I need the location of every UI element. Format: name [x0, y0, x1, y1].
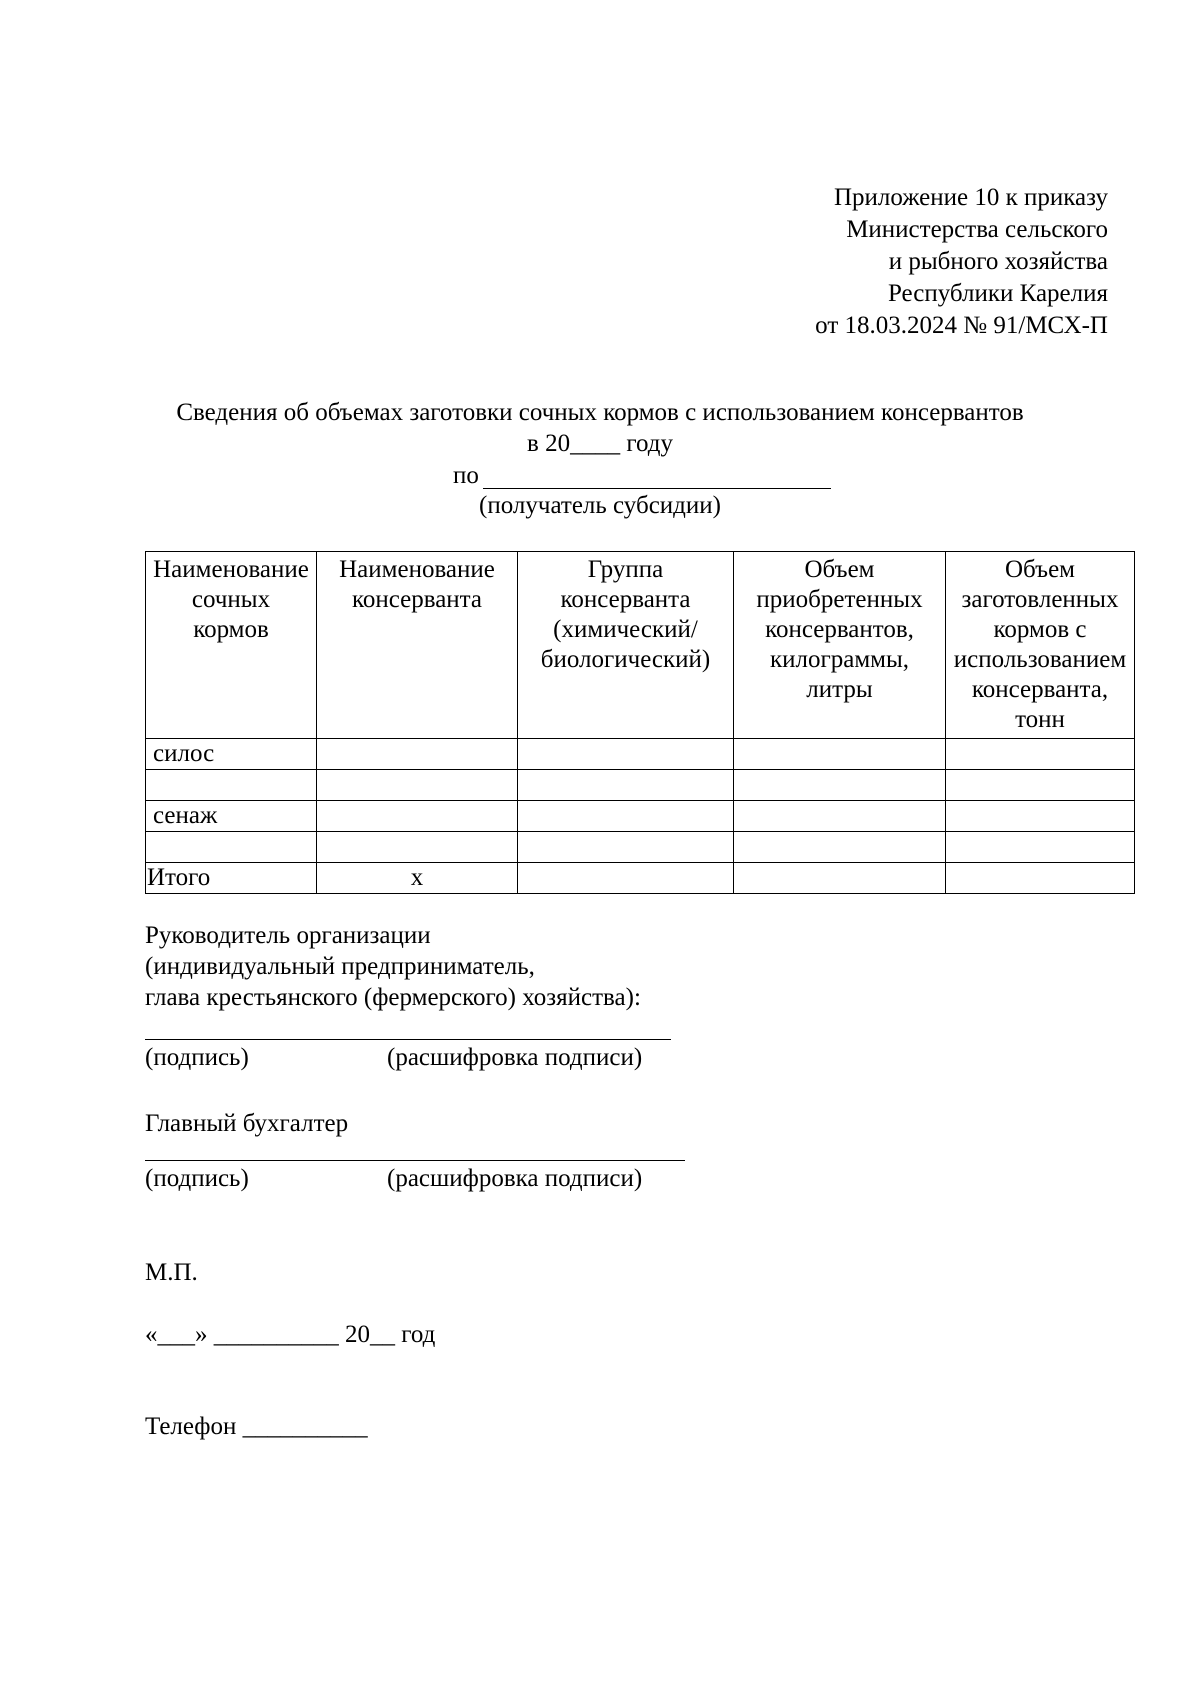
- recipient-caption: (получатель субсидии): [479, 492, 721, 519]
- table-row: [146, 739, 1135, 770]
- table-cell[interactable]: [518, 739, 734, 770]
- table-row: [146, 832, 1135, 863]
- accountant-signature-label: (подпись): [145, 1165, 249, 1192]
- head-title-line3: глава крестьянского (фермерского) хозяйства):: [145, 984, 641, 1011]
- document-title: Сведения об объемах заготовки сочных кормов с использованием консервантов: [176, 399, 1024, 426]
- column-header-harvested-volume: Объем заготовленных кормов с использованием консерванта, тонн: [946, 552, 1135, 739]
- table-cell[interactable]: [734, 739, 946, 770]
- recipient-fill-line: [483, 488, 831, 489]
- table-cell[interactable]: [946, 770, 1135, 801]
- annex-line: и рыбного хозяйства: [888, 248, 1108, 275]
- table-cell[interactable]: [317, 739, 518, 770]
- table-cell[interactable]: сенаж: [146, 801, 317, 832]
- table-cell[interactable]: [317, 770, 518, 801]
- column-header-preservative-name: Наименование консерванта: [317, 552, 518, 739]
- accountant-title: Главный бухгалтер: [145, 1110, 349, 1137]
- recipient-prefix: по: [453, 462, 479, 489]
- table-total-row: [146, 863, 1135, 894]
- column-header-feed-name: Наименование сочных кормов: [146, 552, 317, 739]
- table-cell[interactable]: [317, 801, 518, 832]
- table-cell[interactable]: [946, 801, 1135, 832]
- table-cell[interactable]: силос: [146, 739, 317, 770]
- table-cell[interactable]: [946, 832, 1135, 863]
- document-year-line: в 20____ году: [527, 430, 673, 457]
- table-cell[interactable]: [734, 770, 946, 801]
- accountant-decode-label: (расшифровка подписи): [387, 1165, 643, 1192]
- annex-line: Приложение 10 к приказу: [833, 184, 1108, 211]
- annex-line: Республики Карелия: [887, 280, 1108, 307]
- table-cell[interactable]: [146, 770, 317, 801]
- table-row: [146, 770, 1135, 801]
- head-signature-line[interactable]: [145, 1039, 671, 1040]
- table-cell[interactable]: [734, 801, 946, 832]
- annex-heading: [815, 182, 1108, 342]
- table-row: [146, 801, 1135, 832]
- table-cell[interactable]: [518, 832, 734, 863]
- table-cell: Итого: [146, 863, 317, 894]
- annex-line: от 18.03.2024 № 91/МСХ-П: [815, 312, 1108, 339]
- table-cell[interactable]: [518, 770, 734, 801]
- table-cell[interactable]: [946, 863, 1135, 894]
- table-cell[interactable]: [317, 832, 518, 863]
- head-signature-label: (подпись): [145, 1044, 249, 1071]
- phone-line[interactable]: Телефон __________: [145, 1413, 368, 1440]
- table-cell[interactable]: [734, 863, 946, 894]
- stamp-place: М.П.: [145, 1259, 198, 1286]
- accountant-signature-line[interactable]: [145, 1160, 685, 1161]
- date-line[interactable]: «___» __________ 20__ год: [145, 1321, 436, 1348]
- data-table: [145, 551, 1135, 894]
- head-title-line2: (индивидуальный предприниматель,: [145, 953, 535, 980]
- head-title-line1: Руководитель организации: [145, 922, 431, 949]
- annex-line: Министерства сельского: [846, 216, 1108, 243]
- head-decode-label: (расшифровка подписи): [387, 1044, 643, 1071]
- table-cell[interactable]: [518, 801, 734, 832]
- table-cell[interactable]: [734, 832, 946, 863]
- table-header-row: [146, 552, 1135, 739]
- table-cell[interactable]: [946, 739, 1135, 770]
- table-cell: х: [317, 863, 518, 894]
- column-header-preservative-group: Группа консерванта (химический/ биологический): [518, 552, 734, 739]
- column-header-purchased-volume: Объем приобретенных консервантов, килограммы, литры: [734, 552, 946, 739]
- table-cell[interactable]: [518, 863, 734, 894]
- table-cell[interactable]: [146, 832, 317, 863]
